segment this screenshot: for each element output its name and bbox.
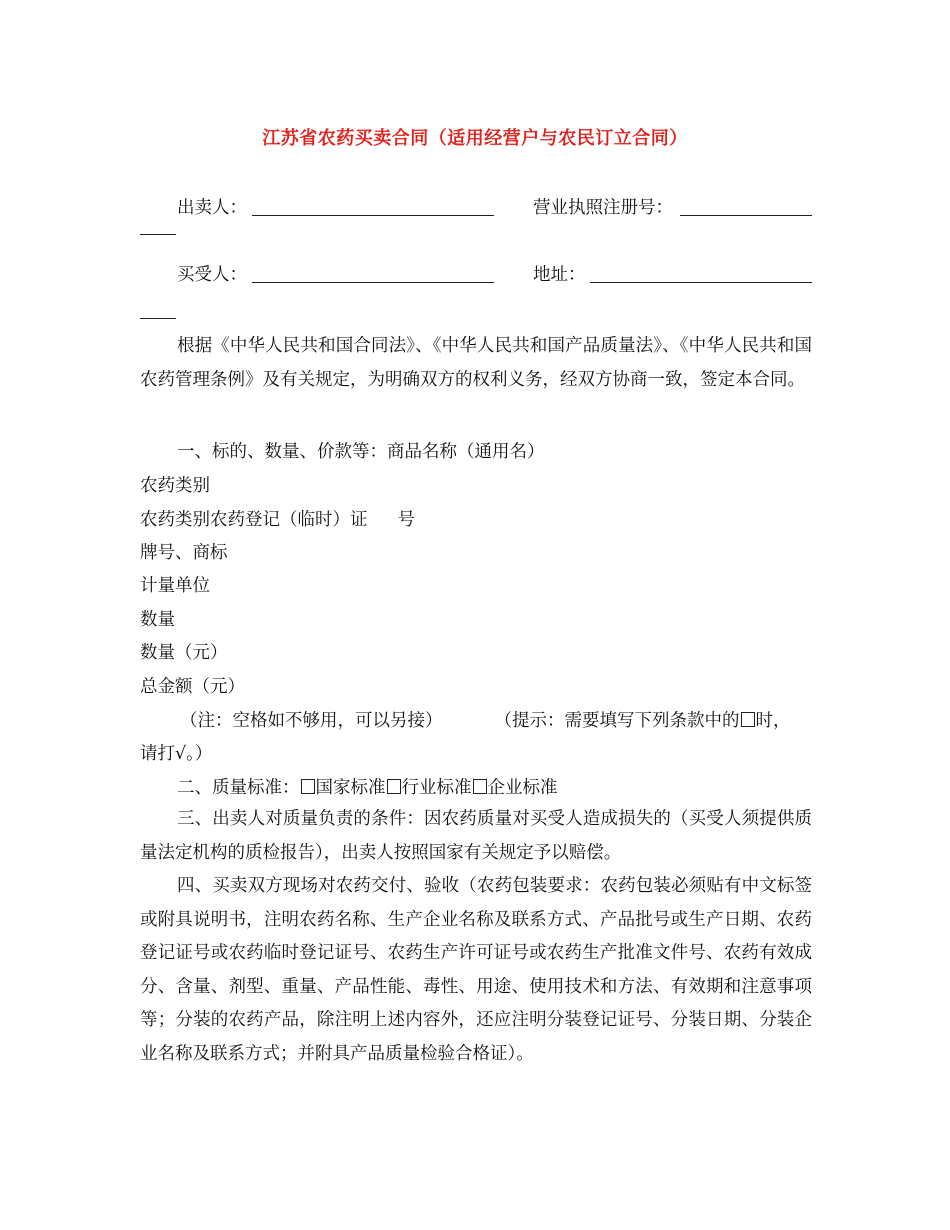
field-registration: 农药类别农药登记（临时）证 号 [140,510,415,530]
license-label: 营业执照注册号： [533,198,673,218]
note-text: （注：空格如不够用，可以另接） （提示：需要填写下列条款中的 时， [180,711,791,731]
field-unit: 计量单位 [140,576,210,596]
checkbox-industry-standard[interactable] [387,779,401,794]
seller-blank[interactable] [252,199,494,216]
license-blank-continuation [140,234,176,235]
section-2-quality-standard: 二、质量标准： 国家标准 行业标准 企业标准 [177,778,558,798]
field-quantity-yuan: 数量（元） [140,643,228,663]
checkbox-enterprise-standard[interactable] [473,779,487,794]
license-blank[interactable] [680,199,812,216]
address-blank-continuation [140,318,176,319]
field-quantity: 数量 [140,610,175,630]
field-brand: 牌号、商标 [140,543,228,563]
address-label: 地址： [533,265,586,285]
seller-label: 出卖人： [177,198,247,218]
address-blank[interactable] [590,266,812,283]
buyer-label: 买受人： [177,265,247,285]
section-1-heading: 一、标的、数量、价款等：商品名称（通用名） [177,442,545,462]
intro-paragraph: 根据《中华人民共和国合同法》、《中华人民共和国产品质量法》、《中华人民共和国农药管理条例》及有关规定，为明确双方的权利义务，经双方协商一致，签定本合同。 [140,336,812,390]
section-3-paragraph: 三、出卖人对质量负责的条件：因农药质量对买受人造成损失的（买受人须提供质量法定机构的质检报告），出卖人按照国家有关规定予以赔偿。 [140,809,812,863]
note-continuation: 请打√。） [140,744,213,764]
buyer-blank[interactable] [252,266,494,283]
field-pesticide-category: 农药类别 [140,476,210,496]
field-total: 总金额（元） [140,677,245,697]
checkbox-national-standard[interactable] [301,779,315,794]
section-4-paragraph: 四、买卖双方现场对农药交付、验收（农药包装要求：农药包装必须贴有中文标签或附具说明书，注明农药名称、生产企业名称及联系方式、产品批号或生产日期、农药登记证号或农药临时登记证号、农药生产许可证号或农药生产批准文件号、农药有效成分、含量、剂型、重量、产品性能、毒性、用途、使用技术和方法、有效期和注意事项等；分装的农药产品，除注明上述内容外，还应注明分装登记证号、分装日期、分装企业名称及联系方式；并附具产品质量检验合格证）。 [140,876,812,1064]
checkbox-icon [741,712,755,727]
document-title: 江苏省农药买卖合同（适用经营户与农民订立合同） [262,128,688,149]
